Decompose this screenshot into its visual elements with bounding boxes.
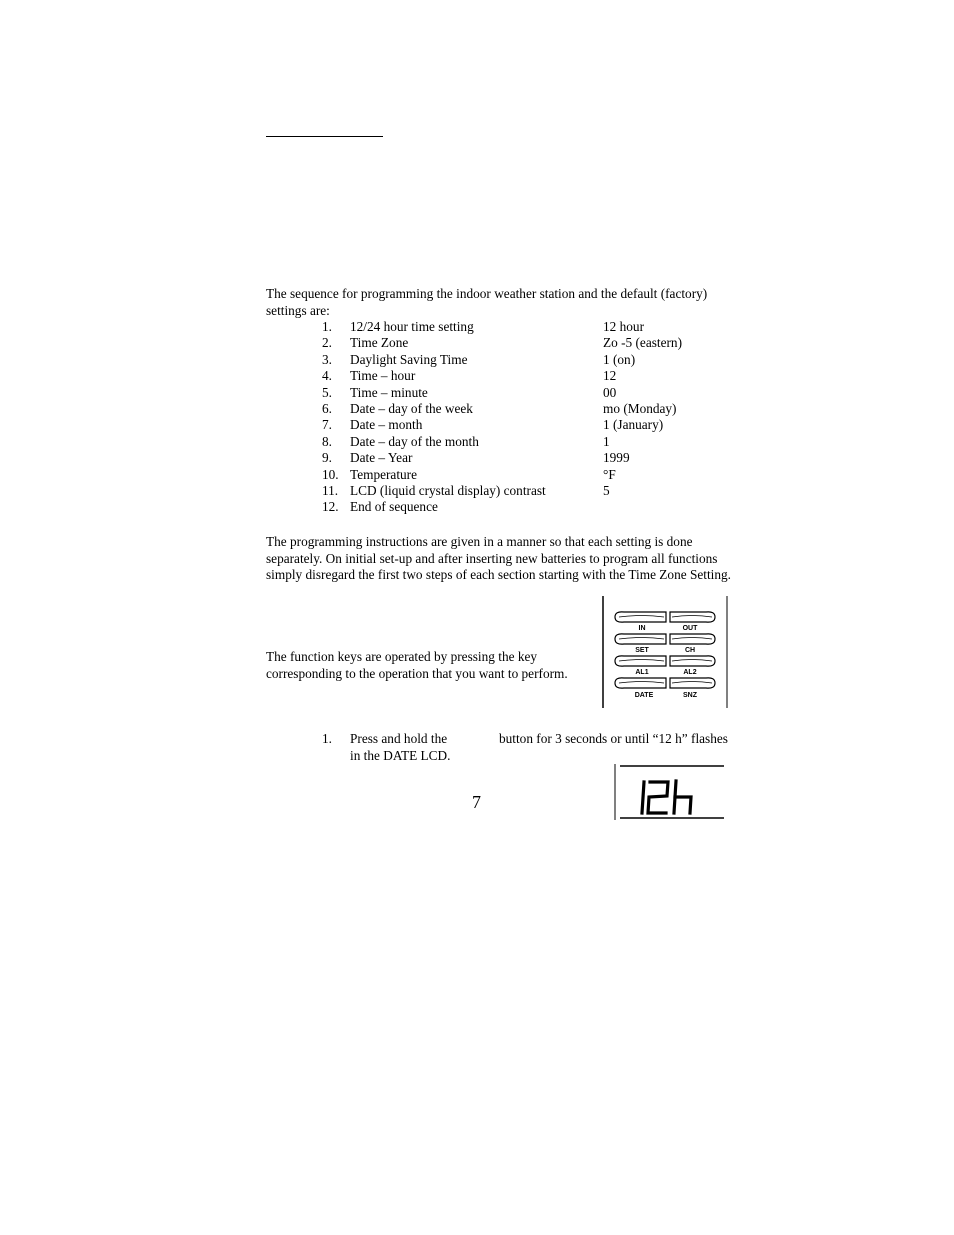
al2-key <box>670 656 715 666</box>
function-keys-paragraph: The function keys are operated by pressing the key corresponding to the operation that you want to perform. <box>266 649 568 681</box>
item-name: 12/24 hour time setting <box>350 319 474 334</box>
item-number: 10. <box>322 466 339 482</box>
list-item <box>322 483 742 499</box>
list-item <box>322 335 742 351</box>
snz-key-label: SNZ <box>683 692 697 699</box>
item-number: 3. <box>322 351 332 367</box>
item-default: mo (Monday) <box>603 400 677 416</box>
item-name: Date – day of the month <box>350 433 479 449</box>
in-key-label: IN <box>638 625 646 632</box>
instructions-paragraph: The programming instructions are given in a manner so that each setting is done separately. On initial set-up and after inserting new batteries to program all functions simply disregard the first two steps of each section starting with the Time Zone Setting. <box>266 534 731 582</box>
item-name: Time – hour <box>350 368 416 384</box>
heading-underline <box>266 136 383 137</box>
item-default: 1 <box>603 433 610 449</box>
list-item <box>322 319 742 335</box>
item-number: 11. <box>322 482 339 498</box>
item-name: Date – Year <box>350 450 413 466</box>
list-item <box>322 434 742 450</box>
lcd-readout-text: 12h <box>614 762 616 763</box>
ch-key-label: CH <box>684 647 696 654</box>
item-default: 1 (January) <box>603 417 664 433</box>
list-item <box>322 385 742 401</box>
al1-key-label: AL1 <box>635 669 649 676</box>
item-default: 1999 <box>603 450 630 466</box>
set-key-label: SET <box>635 647 649 654</box>
intro-paragraph: The sequence for programming the indoor weather station and the default (factory) settings are: <box>266 286 708 318</box>
item-default: 12 <box>603 368 617 384</box>
item-name: Date – month <box>350 417 423 433</box>
item-number: 5. <box>322 384 332 400</box>
in-key <box>615 612 666 622</box>
item-default: 00 <box>603 384 617 400</box>
step-text-start: Press and hold the <box>350 731 448 746</box>
item-number: 6. <box>322 400 332 416</box>
item-number: 7. <box>322 417 332 433</box>
step-text-continuation: in the DATE LCD. <box>350 748 451 763</box>
item-name: Daylight Saving Time <box>350 351 468 367</box>
date-key <box>615 678 666 688</box>
list-item <box>322 467 742 483</box>
out-key <box>670 612 715 622</box>
item-default: °F <box>603 466 616 482</box>
item-name: LCD (liquid crystal display) contrast <box>350 482 546 498</box>
item-number: 12. <box>322 499 339 515</box>
list-item <box>322 352 742 368</box>
list-item <box>322 417 742 433</box>
item-name: End of sequence <box>350 499 438 515</box>
out-key-label: OUT <box>682 625 698 632</box>
function-keys-illustration <box>602 596 728 708</box>
page-number: 7 <box>472 792 481 812</box>
lcd-segments-12h <box>642 781 691 813</box>
list-item <box>322 499 742 515</box>
lcd-display-illustration <box>614 762 726 822</box>
snz-key <box>670 678 715 688</box>
date-key-label: DATE <box>634 692 654 699</box>
step-number: 1. <box>322 731 332 746</box>
item-name: Date – day of the week <box>350 400 473 416</box>
list-item <box>322 368 742 384</box>
item-default: 5 <box>603 482 610 498</box>
step-text-end: button for 3 seconds or until “12 h” flashes <box>499 731 728 746</box>
item-default: 12 hour <box>603 319 644 334</box>
item-name: Time – minute <box>350 384 428 400</box>
item-number: 4. <box>322 368 332 384</box>
list-item <box>322 450 742 466</box>
item-number: 1. <box>322 319 332 334</box>
list-item <box>322 401 742 417</box>
set-key <box>615 634 666 644</box>
item-name: Temperature <box>350 466 417 482</box>
al1-key <box>615 656 666 666</box>
item-name: Time Zone <box>350 335 409 351</box>
item-number: 9. <box>322 450 332 466</box>
item-default: 1 (on) <box>603 351 636 367</box>
item-default: Zo -5 (eastern) <box>603 335 683 351</box>
item-number: 2. <box>322 335 332 351</box>
ch-key <box>670 634 715 644</box>
al2-key-label: AL2 <box>683 669 697 676</box>
programming-sequence-list <box>322 319 742 516</box>
item-number: 8. <box>322 433 332 449</box>
